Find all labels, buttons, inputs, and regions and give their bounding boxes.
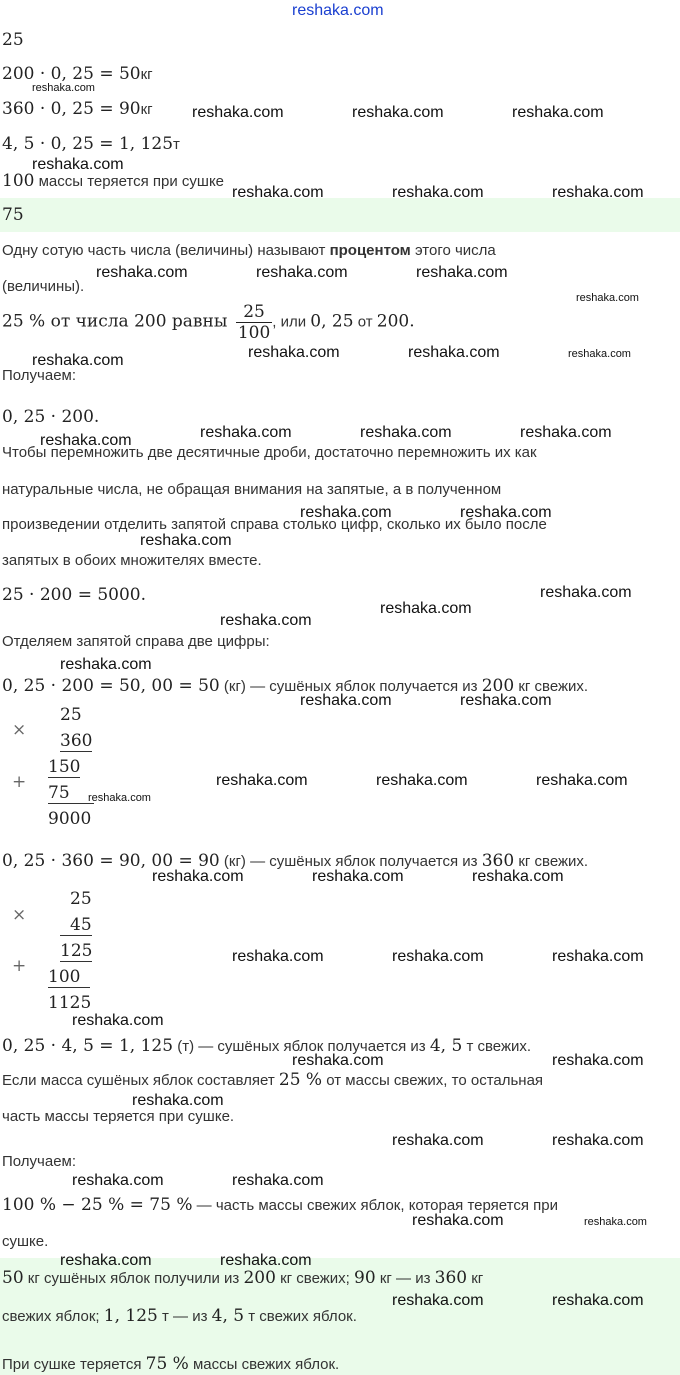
watermark: reshaka.com [376, 772, 468, 789]
percent-result-line: 100 % − 25 % = 75 % — часть массы свежих яблок, которая теряется при [2, 1195, 558, 1215]
watermark: reshaka.com [292, 1052, 384, 1069]
line-360x025: 360 · 0, 25 = 90кг [2, 99, 153, 119]
line-45x025: 4, 5 · 0, 25 = 1, 125т [2, 134, 180, 154]
watermark: reshaka.com [300, 692, 392, 709]
expr-025x200: 0, 25 · 200. [2, 407, 100, 427]
watermark: reshaka.com [360, 424, 452, 441]
watermark: reshaka.com [232, 948, 324, 965]
watermark: reshaka.com [40, 432, 132, 449]
watermark: reshaka.com [380, 600, 472, 617]
watermark: reshaka.com [460, 504, 552, 521]
column-num: 75 [48, 783, 94, 804]
column-num: 1125 [48, 993, 92, 1013]
rule-line-4: запятых в обоих множителях вместе. [2, 552, 262, 569]
watermark: reshaka.com [96, 264, 188, 281]
rule-line-1: Чтобы перемножить две десятичные дроби, достаточно перемножить их как [2, 444, 537, 461]
line-75: 75 [2, 205, 24, 225]
watermark: reshaka.com [300, 504, 392, 521]
get-label-1: Получаем: [2, 367, 77, 384]
column-num: 9000 [48, 809, 92, 829]
expr-25x200: 25 · 200 = 5000. [2, 585, 147, 605]
watermark: reshaka.com [540, 584, 632, 601]
watermark: reshaka.com [520, 424, 612, 441]
watermark: reshaka.com [552, 184, 644, 201]
watermark: reshaka.com [216, 772, 308, 789]
watermark: reshaka.com [392, 1292, 484, 1309]
watermark: reshaka.com [232, 184, 324, 201]
column-num: 25 [60, 705, 82, 725]
line-mass-lost: 100 массы теряется при сушке [2, 171, 225, 191]
watermark: reshaka.com [584, 1216, 647, 1228]
column-num: 25 [70, 889, 92, 909]
watermark: reshaka.com [88, 792, 151, 804]
watermark: reshaka.com [312, 868, 404, 885]
watermark: reshaka.com [472, 868, 564, 885]
times-sign: × [12, 905, 27, 925]
watermark: reshaka.com [552, 948, 644, 965]
watermark: reshaka.com [576, 292, 639, 304]
watermark: reshaka.com [72, 1172, 164, 1189]
watermark: reshaka.com [152, 868, 244, 885]
highlight-band-75 [0, 198, 680, 232]
watermark: reshaka.com [60, 1252, 152, 1269]
watermark: reshaka.com [412, 1212, 504, 1229]
watermark: reshaka.com [552, 1292, 644, 1309]
column-num: 45 [60, 915, 92, 936]
result-line-3: 0, 25 · 4, 5 = 1, 125 (т) — сушёных яблок получается из 4, 5 т свежих. [2, 1036, 532, 1056]
times-sign: × [12, 720, 27, 740]
answer-line-1: 50 кг сушёных яблок получили из 200 кг свежих; 90 кг — из 360 кг [2, 1268, 484, 1288]
watermark: reshaka.com [392, 948, 484, 965]
get-label-2: Получаем: [2, 1153, 77, 1170]
fraction-25-100: $\frac{25}{100}$ [237, 302, 271, 343]
plus-sign: + [12, 956, 27, 976]
watermark: reshaka.com [32, 156, 124, 173]
result-line-1: 0, 25 · 200 = 50, 00 = 50 (кг) — сушёных яблок получается из 200 кг свежих. [2, 676, 589, 696]
column-num: 150 [48, 757, 81, 777]
watermark: reshaka.com [392, 184, 484, 201]
watermark: reshaka.com [60, 656, 152, 673]
column-num: 360 [60, 731, 93, 751]
separate-label: Отделяем запятой справа две цифры: [2, 633, 270, 650]
answer-line-3: При сушке теряется 75 % массы свежих яблок. [2, 1354, 340, 1374]
watermark: reshaka.com [552, 1052, 644, 1069]
line-200x025: 200 · 0, 25 = 50кг [2, 64, 153, 84]
definition-line-2: (величины). [2, 278, 85, 295]
rule-line-3: произведении отделить запятой справа столько цифр, сколько их было после [2, 516, 547, 533]
watermark: reshaka.com [220, 1252, 312, 1269]
watermark: reshaka.com [232, 1172, 324, 1189]
plus-sign: + [12, 772, 27, 792]
watermark: reshaka.com [568, 348, 631, 360]
percent-result-line-2: сушке. [2, 1233, 49, 1250]
watermark: reshaka.com [192, 104, 284, 121]
watermark: reshaka.com [408, 344, 500, 361]
watermark: reshaka.com [32, 352, 124, 369]
watermark: reshaka.com [132, 1092, 224, 1109]
column-num: 100 [48, 967, 90, 988]
if-line-2: часть массы теряется при сушке. [2, 1108, 235, 1125]
watermark: reshaka.com [460, 692, 552, 709]
result-line-2: 0, 25 · 360 = 90, 00 = 90 (кг) — сушёных яблок получается из 360 кг свежих. [2, 851, 589, 871]
answer-line-2: свежих яблок; 1, 125 т — из 4, 5 т свежих яблок. [2, 1306, 357, 1326]
watermark: reshaka.com [248, 344, 340, 361]
site-link[interactable]: reshaka.com [292, 2, 384, 19]
rule-line-2: натуральные числа, не обращая внимания на запятые, а в полученном [2, 481, 502, 498]
watermark: reshaka.com [392, 1132, 484, 1149]
watermark: reshaka.com [72, 1012, 164, 1029]
watermark: reshaka.com [552, 1132, 644, 1149]
watermark: reshaka.com [416, 264, 508, 281]
watermark: reshaka.com [536, 772, 628, 789]
watermark: reshaka.com [512, 104, 604, 121]
if-line-1: Если масса сушёных яблок составляет 25 % от массы свежих, то остальная [2, 1070, 544, 1090]
watermark: reshaka.com [220, 612, 312, 629]
watermark: reshaka.com [200, 424, 292, 441]
watermark: reshaka.com [32, 82, 95, 94]
line-25: 25 [2, 30, 24, 50]
watermark: reshaka.com [352, 104, 444, 121]
watermark: reshaka.com [256, 264, 348, 281]
column-num: 125 [60, 941, 93, 961]
watermark: reshaka.com [140, 532, 232, 549]
percent-line: 25 % от числа 200 равны $\frac{25}{100}$ , или 0, 25 от 200. [2, 302, 415, 343]
definition-line-1: Одну сотую часть числа (величины) называют процентом этого числа [2, 242, 496, 259]
